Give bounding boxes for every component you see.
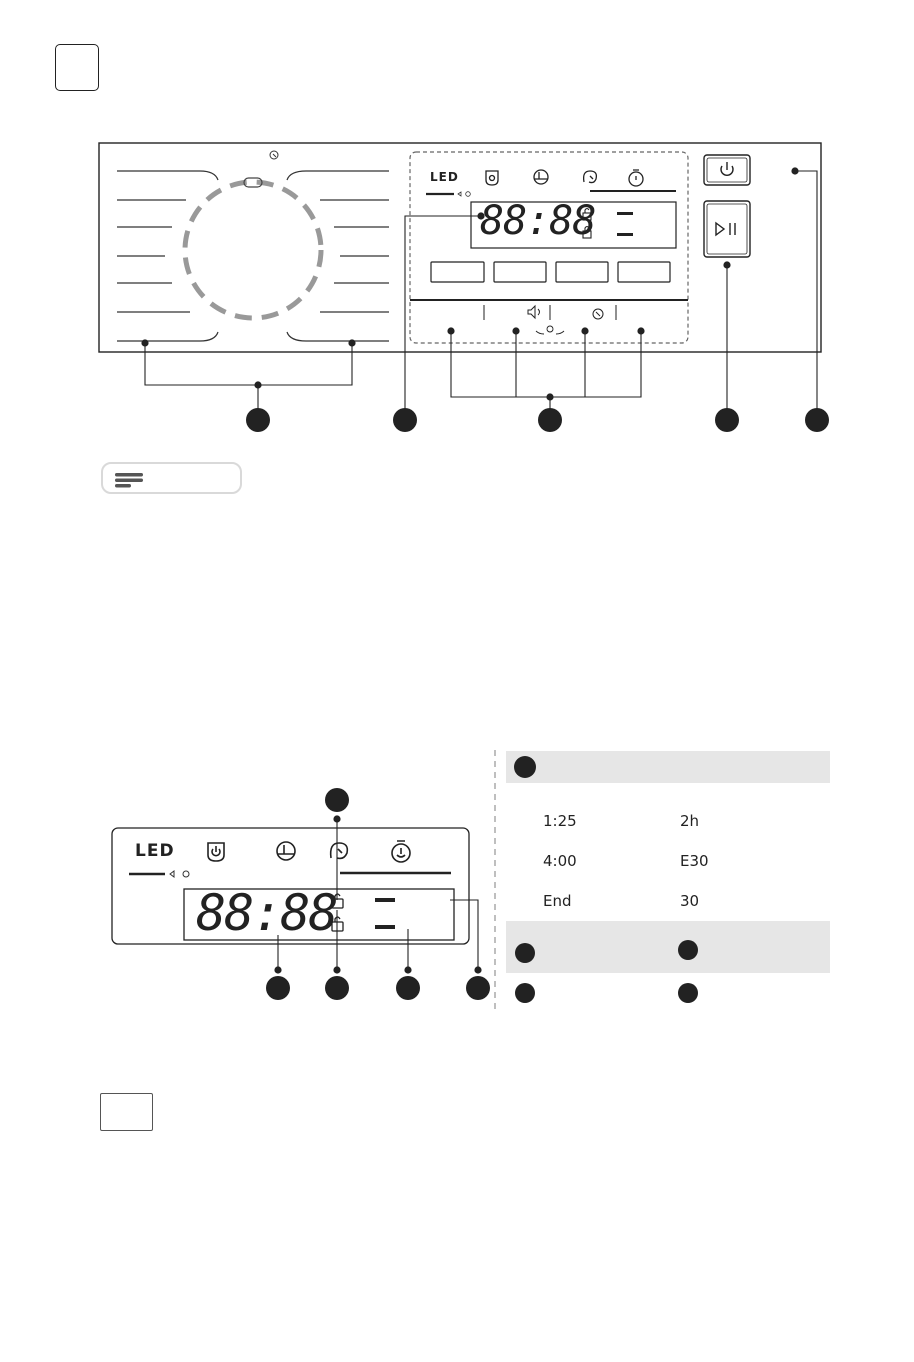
panel-outline xyxy=(99,143,821,352)
detail-indicator-bar-top xyxy=(375,898,395,902)
steam-button-icon xyxy=(593,309,603,319)
function-button-1 xyxy=(431,262,484,282)
detail-indicator-bar-bottom xyxy=(375,925,395,929)
start-pause-button xyxy=(704,201,750,257)
function-button-2 xyxy=(494,262,546,282)
legend-header xyxy=(506,751,830,783)
legend-header-marker xyxy=(514,756,536,778)
icon-row xyxy=(486,170,643,186)
code-right-2: E30 xyxy=(680,852,709,870)
detail-mini-icons xyxy=(170,871,189,877)
code-right-3: 30 xyxy=(680,892,700,910)
indicator-bar-top xyxy=(617,212,633,215)
sound-steam-mini-icons xyxy=(458,192,470,197)
indicator-bar-bottom xyxy=(617,233,633,236)
panel-time-display: 88:88 xyxy=(480,198,596,244)
play-pause-icon xyxy=(716,223,735,235)
callout-dots xyxy=(141,167,798,400)
softener-icon xyxy=(584,171,597,183)
rinse-icon xyxy=(534,170,548,184)
detail-led-label: LED xyxy=(135,841,175,861)
steam-icon xyxy=(270,151,278,159)
detail-icon-row xyxy=(208,841,410,862)
code-left-3: End xyxy=(543,892,572,910)
legend-shaded-row xyxy=(506,921,830,973)
child-lock-combo-icon xyxy=(536,326,564,334)
program-selector xyxy=(117,171,389,341)
prewash-icon xyxy=(486,171,498,185)
function-button-3 xyxy=(556,262,608,282)
code-left-1: 1:25 xyxy=(543,812,577,830)
timer-icon xyxy=(629,170,643,186)
code-right-1: 2h xyxy=(680,812,700,830)
callout-markers xyxy=(246,408,829,432)
code-left-2: 4:00 xyxy=(543,852,577,870)
function-button-4 xyxy=(618,262,670,282)
program-knob-ring xyxy=(185,182,321,318)
panel-led-label: LED xyxy=(430,170,459,184)
power-icon xyxy=(721,162,733,175)
detail-time-display: 88:88 xyxy=(196,884,337,942)
sound-icon xyxy=(528,306,540,318)
